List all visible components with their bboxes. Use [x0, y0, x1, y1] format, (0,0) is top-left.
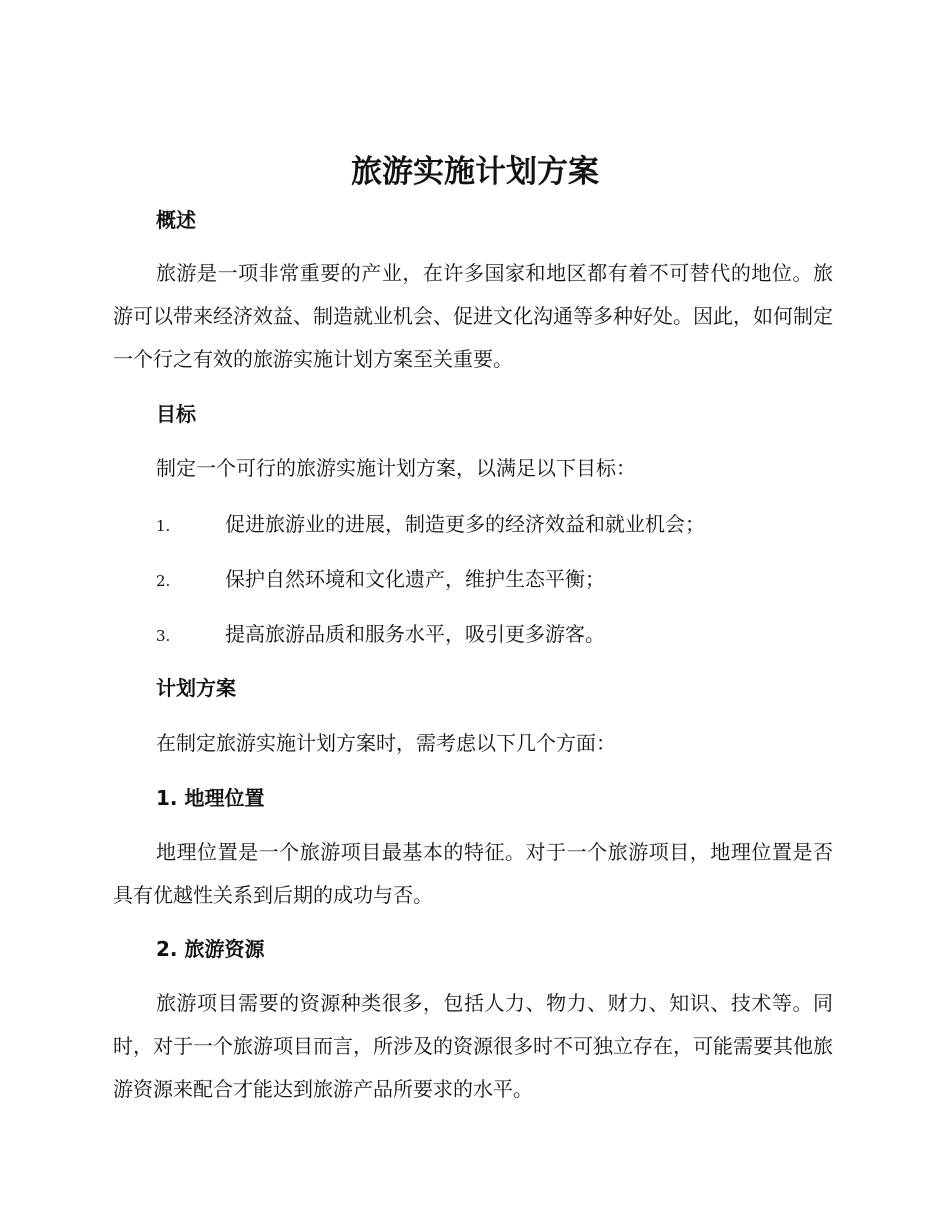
section-heading-goals: 目标 — [156, 402, 196, 426]
section-heading-overview: 概述 — [156, 208, 196, 232]
list-number: 2. — [156, 572, 171, 590]
list-text: 保护自然环境和文化遗产，维护生态平衡； — [225, 567, 605, 591]
resources-paragraph: 旅游项目需要的资源种类很多，包括人力、物力、财力、知识、技术等。同时，对于一个旅游项目而言，所涉及的资源很多时不可独立存在，可能需要其他旅游资源来配合才能达到旅游产品所要求的水平。 — [113, 991, 833, 1101]
location-paragraph: 地理位置是一个旅游项目最基本的特征。对于一个旅游项目，地理位置是否具有优越性关系到后期的成功与否。 — [113, 840, 833, 907]
section-heading-plan: 计划方案 — [156, 676, 236, 700]
page-title: 旅游实施计划方案 — [351, 154, 599, 190]
goals-intro: 制定一个可行的旅游实施计划方案，以满足以下目标： — [156, 456, 636, 480]
subsection-heading-location: 1. 地理位置 — [156, 786, 265, 810]
subsection-heading-resources: 2. 旅游资源 — [156, 937, 265, 961]
list-text: 提高旅游品质和服务水平，吸引更多游客。 — [225, 622, 605, 646]
plan-intro: 在制定旅游实施计划方案时，需考虑以下几个方面： — [156, 731, 616, 755]
overview-paragraph: 旅游是一项非常重要的产业，在许多国家和地区都有着不可替代的地位。旅游可以带来经济效益、制造就业机会、促进文化沟通等多种好处。因此，如何制定一个行之有效的旅游实施计划方案至关重要。 — [113, 261, 833, 371]
list-number: 1. — [156, 517, 171, 535]
list-number: 3. — [156, 627, 171, 645]
list-text: 促进旅游业的进展，制造更多的经济效益和就业机会； — [225, 512, 705, 536]
